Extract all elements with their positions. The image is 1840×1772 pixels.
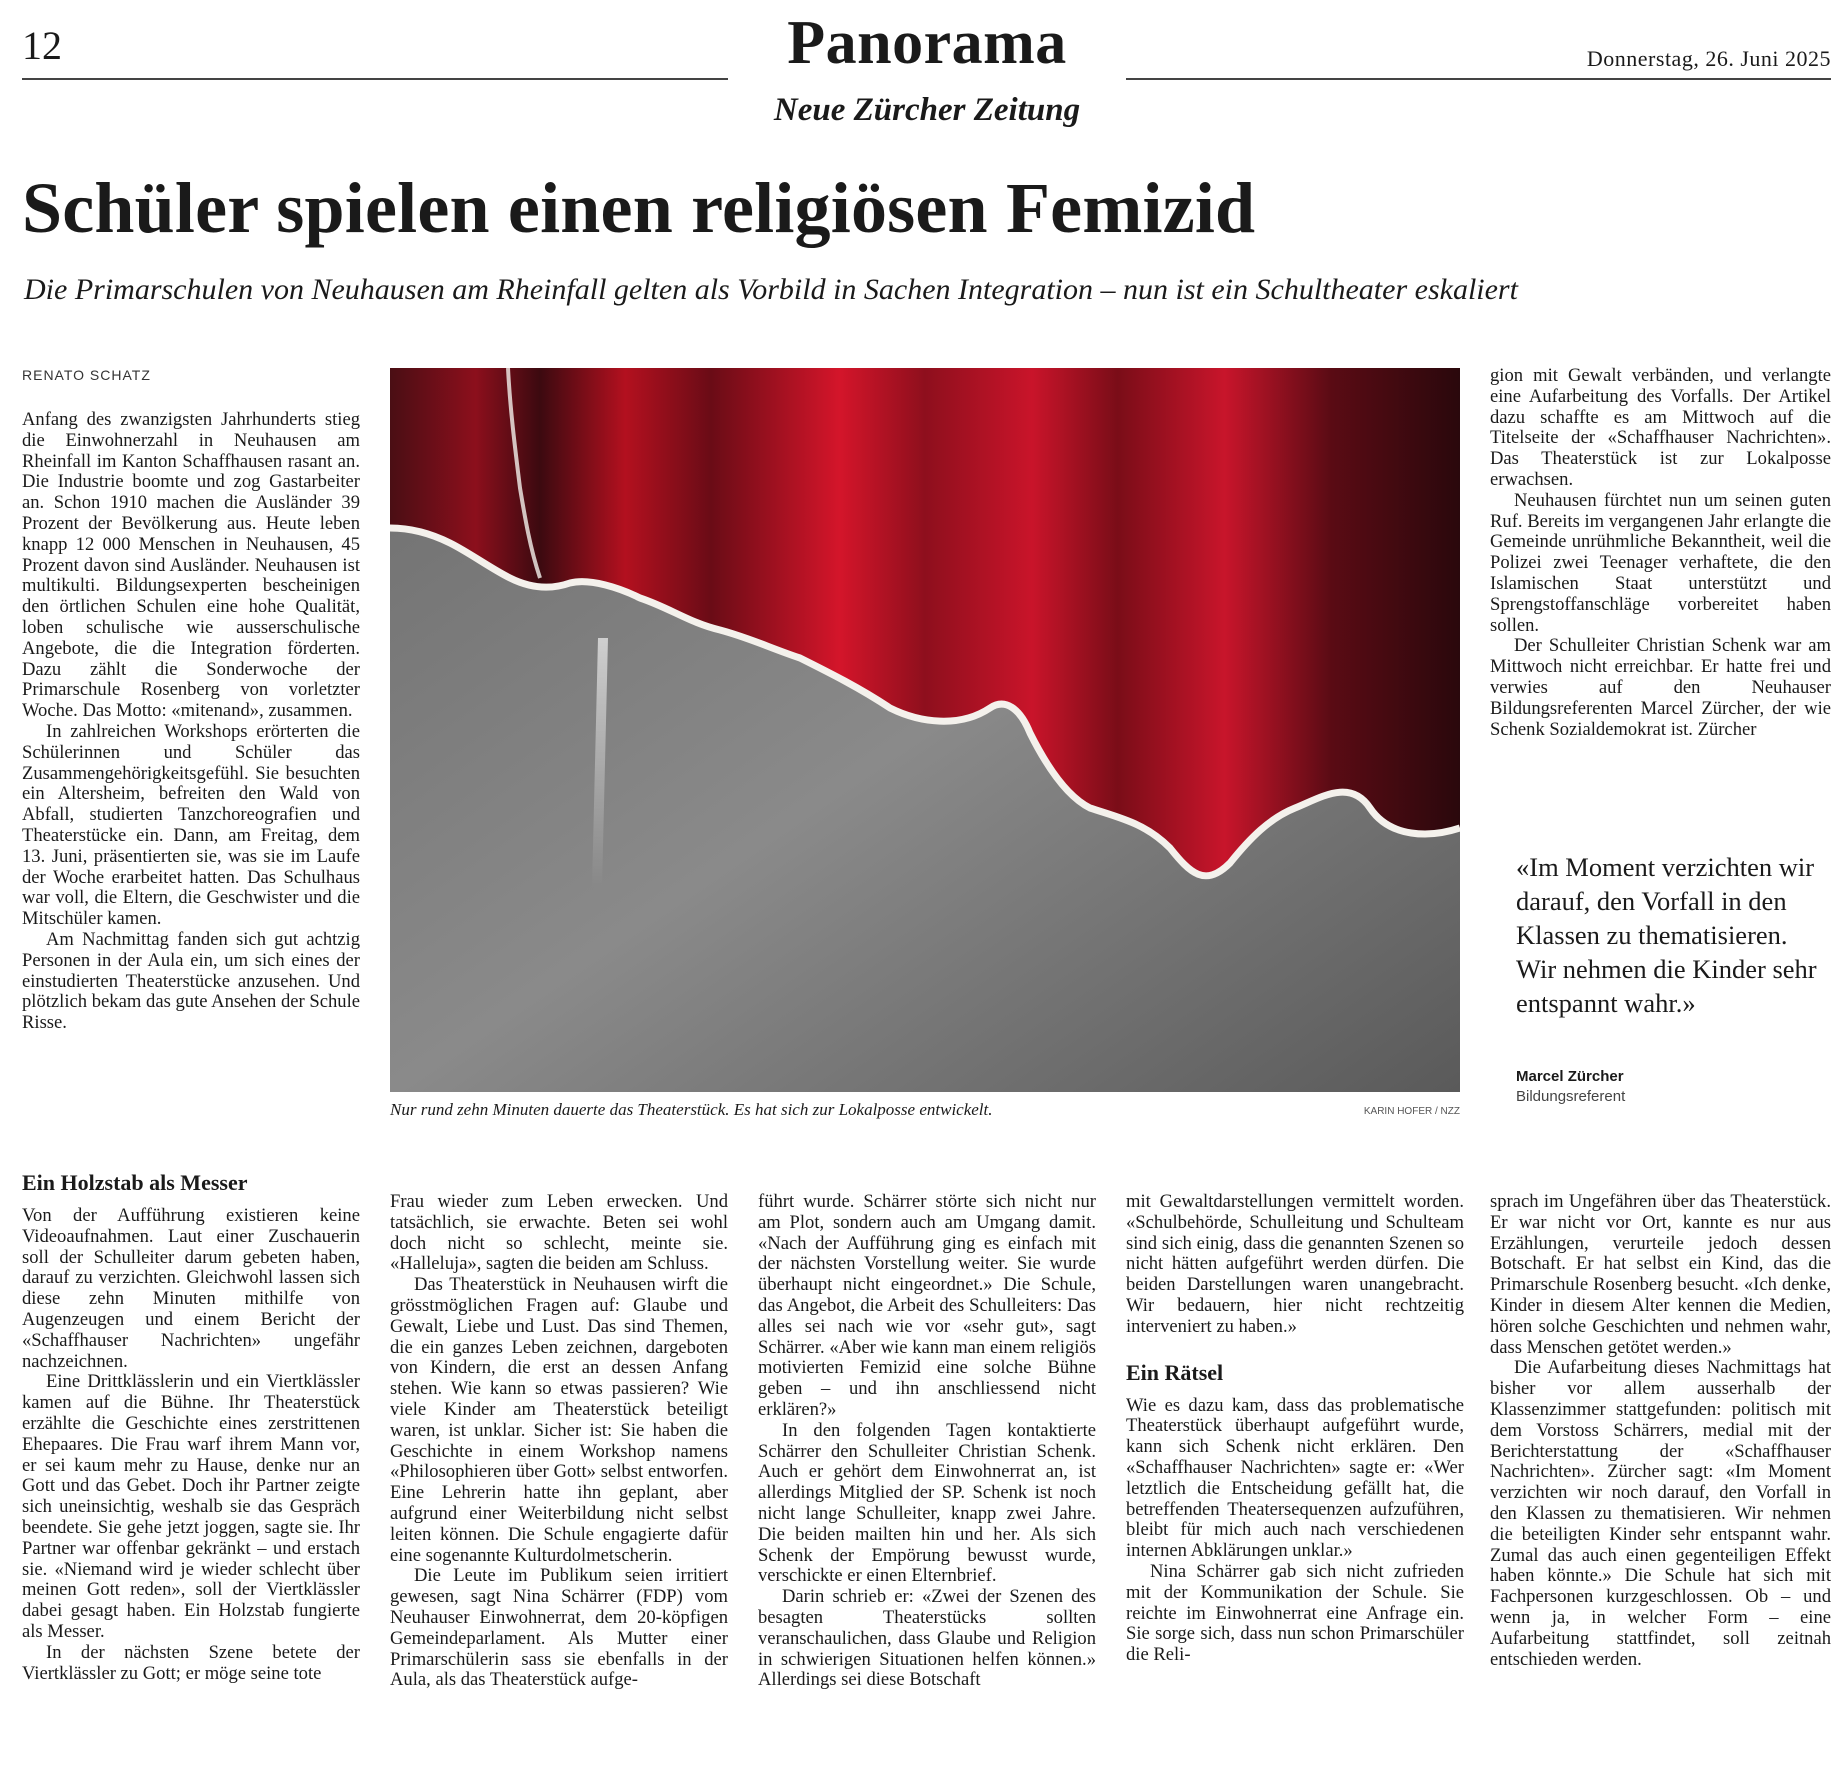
photo-caption: Nur rund zehn Minuten dauerte das Theaterstück. Es hat sich zur Lokalposse entwickelt. (390, 1100, 993, 1119)
issue-date: Donnerstag, 26. Juni 2025 (1586, 46, 1831, 71)
paragraph: In der nächsten Szene betete der Viertklässler zu Gott; er möge seine tote (22, 1641, 360, 1684)
paragraph: Frau wieder zum Leben erwecken. Und tatsächlich, sie erwachte. Beten sei wohl doch nicht so schlecht, meinte sie. «Halleluja», sagten die beiden am Schluss. (390, 1191, 728, 1275)
paragraph: Die Aufarbeitung dieses Nachmittags hat bisher vor allem ausserhalb der Klassenzimmer stattgefunden: politisch mit dem Vorstoss Schärrers, medial mit der Berichterstattung der «Schaffhauser Nachrichten». Zürcher sagt: «Im Moment verzichten wir noch darauf, den Vorfall in den Klassen zu thematisieren. Wir nehmen die beteiligten Kinder sehr entspannt wahr. Zumal das auch einen gegenteiligen Effekt haben könnte.» Die Schule hat sich mit Fachpersonen kurzgeschlossen. Ob – und wenn ja, in welcher Form – eine Aufarbeitung stattfindet, soll zeitnah entschieden werden. (1490, 1357, 1831, 1670)
column-5-top (1490, 366, 1831, 786)
paragraph: sprach im Ungefähren über das Theaterstück. Er war nicht vor Ort, kannte es nur aus Erzählungen, verurteile jedoch dessen Botschaft. Er hat selbst ein Kind, das die Primarschule Rosenberg besucht. «Ich denke, Kinder in diesem Alter kennen die Medien, hören solche Geschichten und nehmen wahr, dass Menschen getötet werden.» (1490, 1191, 1831, 1358)
section-subhead: Ein Holzstab als Messer (22, 1170, 248, 1195)
paragraph: Nina Schärrer gab sich nicht zufrieden mit der Kommunikation der Schule. Sie reichte im Einwohnerrat eine Anfrage ein. Sie sorge sich, dass nun schon Primarschüler die Reli- (1126, 1560, 1464, 1666)
curtain-image (390, 368, 1460, 1092)
masthead-rule-left (22, 78, 728, 80)
section-title: Panorama (787, 9, 1067, 77)
column-3 (758, 1192, 1096, 1770)
paragraph: Der Schulleiter Christian Schenk war am Mittwoch nicht erreichbar. Er hatte frei und verwies auf den Neuhauser Bildungsreferenten Marcel Zürcher, der wie Schenk Sozialdemokrat ist. Zürcher (1490, 635, 1831, 740)
pull-quote-name: Marcel Zürcher (1516, 1068, 1624, 1085)
column-1-top (22, 410, 360, 1146)
paragraph: Wie es dazu kam, dass das problematische Theaterstück überhaupt aufgeführt wurde, kann sich Schenk nicht erklären. Den «Schaffhauser Nachrichten» sagte er: «Wer letztlich die Entscheidung gefällt hat, die betreffenden Theatersequenzen aufzuführen, bleibt für mich auch nach verschiedenen internen Abklärungen unklar.» (1126, 1394, 1464, 1562)
column-5-bottom (1490, 1192, 1831, 1770)
author-byline: RENATO SCHATZ (22, 367, 151, 383)
newspaper-logo: Neue Zürcher Zeitung (773, 92, 1081, 128)
column-4 (1126, 1192, 1464, 1770)
subheadline: Die Primarschulen von Neuhausen am Rheinfall gelten als Vorbild in Sachen Integration – nun ist ein Schultheater eskaliert (24, 273, 1518, 306)
paragraph: Eine Drittklässlerin und ein Viertklässler kamen auf die Bühne. Ihr Theaterstück erzählte die Geschichte eines zerstrittenen Ehepaares. Die Frau warf ihrem Mann vor, er sei kaum mehr zu Hause, denke nur an Gott und das Gebet. Doch ihr Partner zeigte sich uneinsichtig, weshalb sie das Gespräch beendete. Sie gehe jetzt joggen, sagte sie. Ihr Partner war offenbar gekränkt – und erstach sie. «Niemand wird je wieder schlecht über meinen Gott reden», soll der Viertklässler dabei gesagt haben. Ein Holzstab fungierte als Messer. (22, 1371, 360, 1642)
paragraph: Am Nachmittag fanden sich gut achtzig Personen in der Aula ein, um sich eines der einstudierten Theaterstücke anzusehen. Und plötzlich bekam das gute Ansehen der Schule Risse. (22, 928, 360, 1034)
curtain-photo (390, 368, 1460, 1092)
paragraph: führt wurde. Schärrer störte sich nicht nur am Plot, sondern auch am Umgang damit. «Nach der Aufführung ging es einfach mit der nächsten Vorstellung weiter. Sie wurde überhaupt nicht eingeordnet.» Die Schule, das Angebot, die Arbeit des Schulleiters: Das alles sei nach wie vor «sehr gut», sagt Schärrer. «Aber wie kann man einem religiös motivierten Femizid eine solche Bühne geben – und ihn anschliessend nicht erklären?» (758, 1191, 1096, 1420)
paragraph: Die Leute im Publikum seien irritiert gewesen, sagt Nina Schärrer (FDP) vom Neuhauser Einwohnerrat, dem 20-köpfigen Gemeindeparlament. Als Mutter einer Primarschülerin sass sie ebenfalls in der Aula, als das Theaterstück aufge- (390, 1565, 728, 1691)
pull-quote: «Im Moment verzichten wir darauf, den Vorfall in den Klassen zu thematisieren. Wir nehmen die Kinder sehr entspannt wahr.» (1516, 852, 1817, 1018)
column-1-bottom (22, 1170, 360, 1770)
paragraph: In den folgenden Tagen kontaktierte Schärrer den Schulleiter Christian Schenk. Auch er gehört dem Einwohnerrat an, ist allerdings Mitglied der SP. Schenk ist noch nicht lange Schulleiter, knapp zwei Jahre. Die beiden mailten hin und her. Als sich Schenk der Empörung bewusst wurde, verschickte er einen Elternbrief. (758, 1419, 1096, 1587)
paragraph: Anfang des zwanzigsten Jahrhunderts stieg die Einwohnerzahl in Neuhausen am Rheinfall im Kanton Schaffhausen rasant an. Die Industrie boomte und zog Gastarbeiter an. Schon 1910 machen die Ausländer 39 Prozent der Bevölkerung aus. Heute leben knapp 12 000 Menschen in Neuhausen, 45 Prozent davon sind Ausländer. Neuhausen ist multikulti. Bildungsexperten bescheinigen den örtlichen Schulen eine hohe Qualität, loben schulische wie ausserschulische Angebote, die die Integration förderten. Dazu zählt die Sonderwoche der Primarschule Rosenberg von vorletzter Woche. Das Motto: «mitenand», zusammen. (22, 409, 360, 722)
paragraph: mit Gewaltdarstellungen vermittelt worden. «Schulbehörde, Schulleitung und Schulteam sind sich einig, dass die genannten Szenen so nicht hätten aufgeführt werden dürfen. Die beiden Darstellungen waren unangebracht. Wir bedauern, hier nicht rechtzeitig interveniert zu haben.» (1126, 1191, 1464, 1337)
masthead-rule-right (1126, 78, 1831, 80)
paragraph: Darin schrieb er: «Zwei der Szenen des besagten Theaterstücks sollten veranschaulichen, dass Glaube und Religion in schwierigen Situationen helfen können.» Allerdings sei diese Botschaft (758, 1586, 1096, 1691)
paragraph: Das Theaterstück in Neuhausen wirft die grösstmöglichen Fragen auf: Glaube und Gewalt, Liebe und Lust. Das sind Themen, die ein ganzes Leben zeichnen, dargeboten von Kindern, die erst an dessen Anfang stehen. Wie kann so etwas passieren? Wie viele Kinder am Theaterstück beteiligt waren, ist unklar. Sicher ist: Sie haben die Geschichte in einem Workshop namens «Philosophieren über Gott» selbst entworfen. Eine Lehrerin hatte ihn geplant, aber aufgrund einer Weiterbildung nicht selbst leiten können. Die Schule engagierte dafür eine sogenannte Kulturdolmetscherin. (390, 1274, 728, 1566)
paragraph: Neuhausen fürchtet nun um seinen guten Ruf. Bereits im vergangenen Jahr erlangte die Gemeinde unrühmliche Bekanntheit, weil die Polizei zwei Teenager verhaftete, die den Islamischen Staat unterstützt und Sprengstoffanschläge vorbereitet haben sollen. (1490, 489, 1831, 636)
paragraph: Von der Aufführung existieren keine Videoaufnahmen. Laut einer Zuschauerin soll der Schulleiter darum gebeten haben, darauf zu verzichten. Gleichwohl lassen sich diese zehn Minuten mithilfe von Augenzeugen und einem Bericht der «Schaffhauser Nachrichten» ungefähr nachzeichnen. (22, 1205, 360, 1372)
headline: Schüler spielen einen religiösen Femizid (22, 168, 1256, 248)
paragraph: gion mit Gewalt verbänden, und verlangte eine Aufarbeitung des Vorfalls. Der Artikel dazu schaffte es am Mittwoch auf die Titelseite der «Schaffhauser Nachrichten». Das Theaterstück ist zur Lokalposse erwachsen. (1490, 365, 1831, 490)
paragraph: In zahlreichen Workshops erörterten die Schülerinnen und Schüler das Zusammengehörigkeitsgefühl. Sie besuchten ein Altersheim, befreiten den Wald von Abfall, studierten Tanzchoreografien und Theaterstücke ein. Dann, am Freitag, dem 13. Juni, präsentierten sie, was sie im Laufe der Woche erarbeitet hatten. Das Schulhaus war voll, die Eltern, die Geschwister und die Mitschüler kamen. (22, 720, 360, 930)
section-subhead: Ein Rätsel (1126, 1359, 1224, 1385)
pull-quote-role: Bildungsreferent (1516, 1088, 1626, 1105)
photo-credit: KARIN HOFER / NZZ (1363, 1106, 1460, 1117)
column-2 (390, 1192, 728, 1770)
page-number: 12 (22, 23, 62, 68)
